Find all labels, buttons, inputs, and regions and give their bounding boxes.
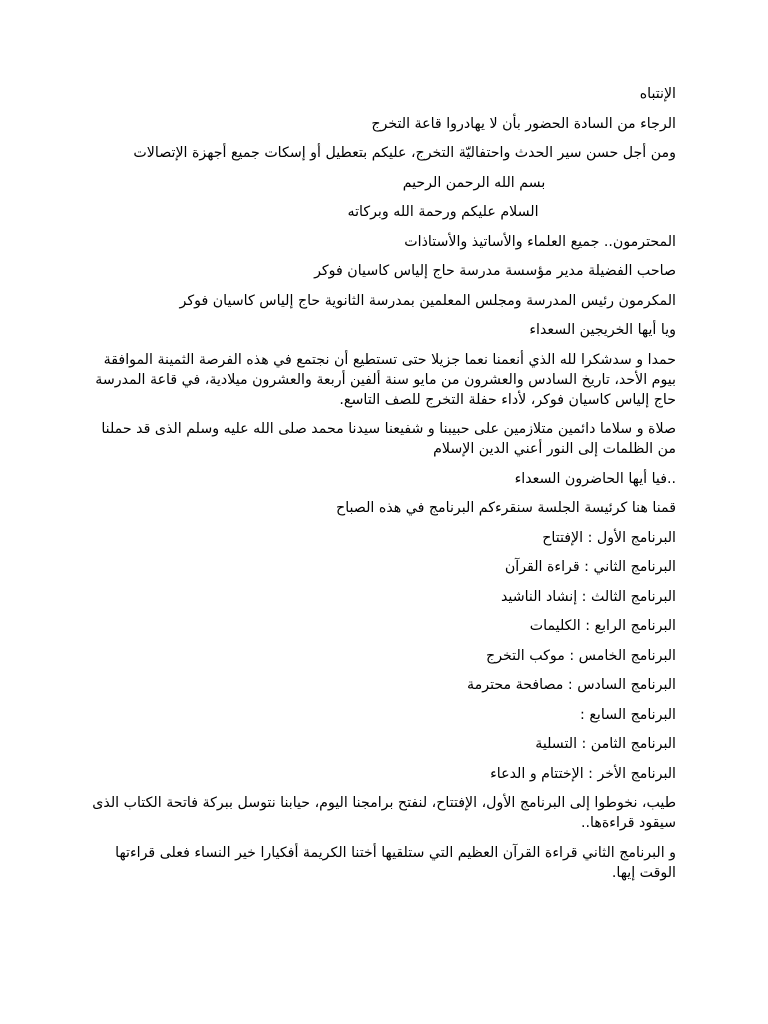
- program-item-4: البرنامج الرابع : الكليمات: [529, 618, 676, 634]
- paragraph-quran: و البرنامج الثاني قراءة القرآن العظيم التي ستلقيها أختنا الكريمة أفكيارا خير النساء فعلى قراءتها الوقت إيها.: [115, 844, 676, 881]
- paragraph-graduates: ويا أيها الخريجين السعداء: [529, 322, 676, 338]
- program-item-6: البرنامج السادس : مصافحة محترمة: [467, 677, 676, 693]
- paragraph-opening: طيب، نخوطوا إلى البرنامج الأول، الإفتتاح، لنفتح برامجنا اليوم، حيابنا نتوسل ببركة فاتحة الكتاب الذى سيقود قراءةها..: [92, 795, 676, 831]
- greeting: السلام عليكم ورحمة الله وبركاته: [347, 204, 539, 220]
- paragraph-praise: حمدا و سدشكرا لله الذي أنعمنا نعما جزيلا حتى تستطيع أن نجتمع في هذه الفرصة الثمينة الموافقة بيوم الأحد، تاريخ السادس والعشرون من مايو سنة ألفين أربعة والعشرون ميلادية، في قاعة المدرسة حاج إلياس كاسيان فوكر، لأداء حفلة التخرج للصف التاسع.: [95, 351, 676, 408]
- program-item-2: البرنامج الثاني : قراءة القرآن: [504, 559, 676, 575]
- paragraph-devices: ومن أجل حسن سير الحدث واحتفاليّة التخرج، عليكم بتعطيل أو إسكات جميع أجهزة الإتصالات: [133, 145, 676, 161]
- program-item-last: البرنامج الأخر : الإختتام و الدعاء: [490, 765, 676, 782]
- program-item-7: البرنامج السابع :: [580, 706, 676, 723]
- program-item-3: البرنامج الثالث : إنشاد الناشيد: [500, 588, 676, 605]
- program-item-1: البرنامج الأول : الإفتتاح: [542, 529, 676, 546]
- paragraph-principal: المكرمون رئيس المدرسة ومجلس المعلمين بمدرسة الثانوية حاج إلياس كاسيان فوكر: [179, 292, 676, 309]
- paragraph-salawat: صلاة و سلاما دائمين متلازمين على حبيبنا و شفيعنا سيدنا محمد صلى الله عليه وسلم الذى قد حملنا من الظلمات إلى النور أعني الدين الإسلام: [101, 421, 676, 457]
- paragraph-attendees: ..فيا أيها الحاضرون السعداء: [514, 470, 676, 487]
- paragraph-program-intro: قمنا هنا كرئيسة الجلسة سنقرءكم البرنامج في هذه الصباح: [336, 500, 676, 516]
- basmala: بسم الله الرحمن الرحيم: [402, 174, 546, 191]
- attention-heading: الإنتباه: [639, 86, 676, 102]
- paragraph-request: الرجاء من السادة الحضور بأن لا يهادروا قاعة التخرج: [371, 115, 676, 132]
- paragraph-respected: المحترمون.. جميع العلماء والأساتيذ والأستاذات: [404, 233, 676, 250]
- paragraph-director: صاحب الفضيلة مدير مؤسسة مدرسة حاج إلياس كاسيان فوكر: [314, 263, 676, 279]
- program-item-8: البرنامج الثامن : التسلية: [535, 736, 676, 752]
- program-item-5: البرنامج الخامس : موكب التخرج: [486, 647, 676, 664]
- document-body: [92, 84, 676, 892]
